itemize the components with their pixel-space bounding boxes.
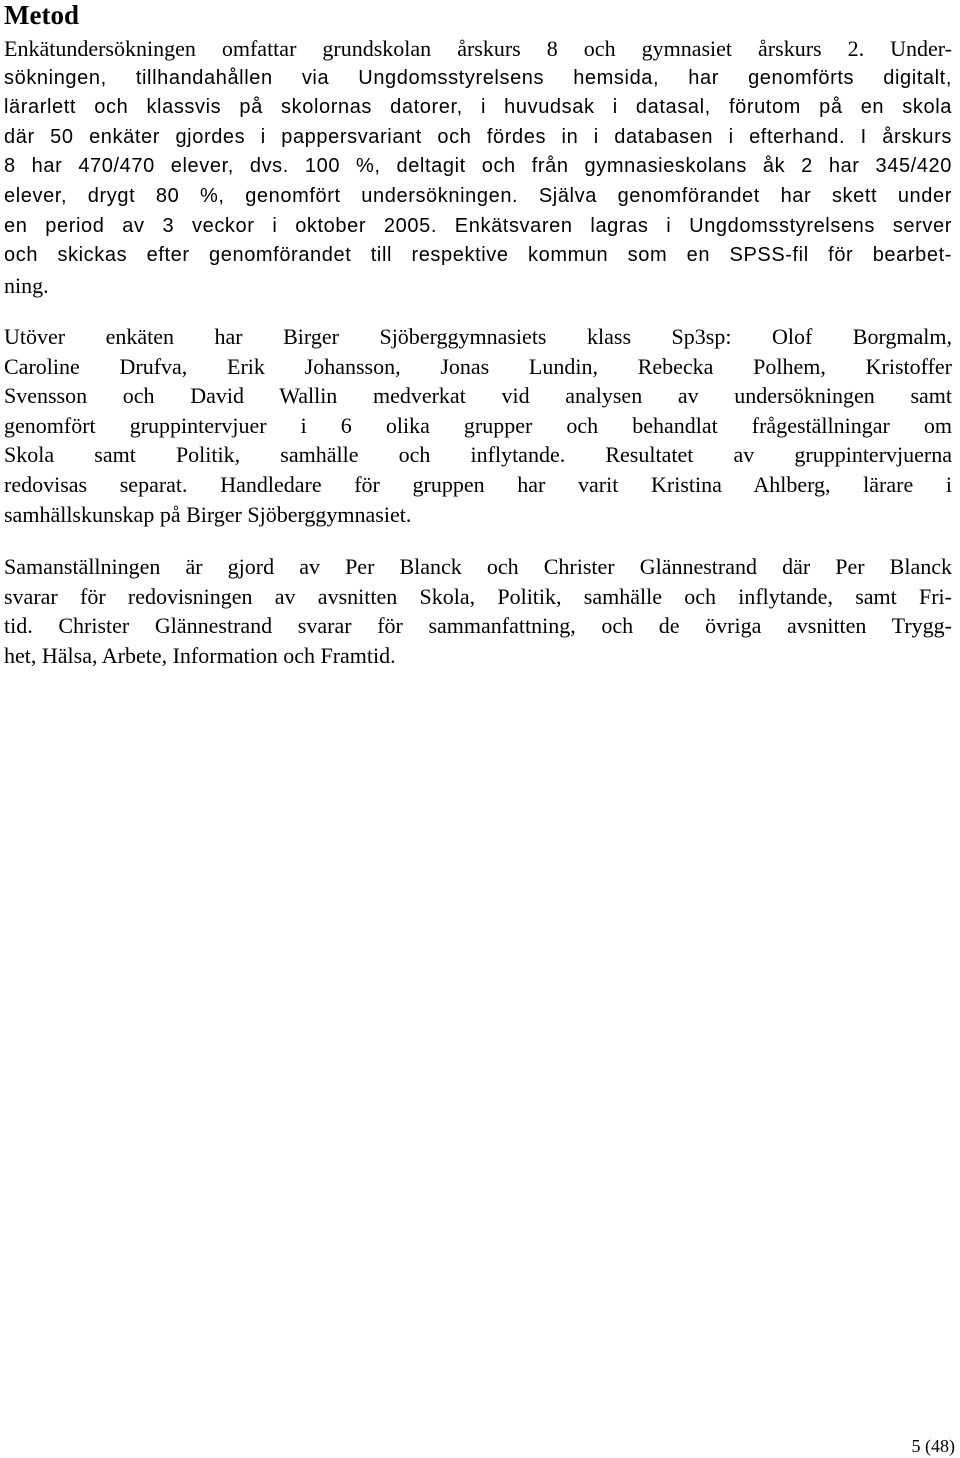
paragraph-line: svarar för redovisningen av avsnitten Skola, Politik, samhälle och inflytande, samt Fri-: [4, 583, 952, 609]
document-page: [4, 0, 952, 668]
paragraph-line: tid. Christer Glännestrand svarar för sammanfattning, och de övriga avsnitten Trygg-: [4, 613, 952, 639]
paragraph-line: genomfört gruppintervjuer i 6 olika grupper och behandlat frågeställningar om: [4, 412, 952, 438]
paragraph-line: elever, drygt 80 %, genomfört undersökningen. Själva genomförandet har skett under: [4, 184, 952, 207]
paragraph-authors: [4, 552, 952, 670]
paragraph-method: [4, 34, 952, 300]
paragraph-line: ning.: [4, 272, 49, 298]
page-number: 5 (48): [911, 1436, 955, 1456]
paragraph-line: och skickas efter genomförandet till respektive kommun som en SPSS-fil för bearbet-: [4, 244, 952, 267]
paragraph-line: redovisas separat. Handledare för gruppen har varit Kristina Ahlberg, lärare i: [4, 471, 952, 497]
paragraph-line: sökningen, tillhandahållen via Ungdomsstyrelsens hemsida, har genomförts digitalt,: [4, 66, 952, 89]
section-heading: Metod: [4, 0, 79, 30]
paragraph-line: Samanställningen är gjord av Per Blanck och Christer Glännestrand där Per Blanck: [4, 554, 952, 579]
paragraph-line: Utöver enkäten har Birger Sjöberggymnasiets klass Sp3sp: Olof Borgmalm,: [4, 324, 952, 349]
paragraph-line: där 50 enkäter gjordes i pappersvariant och fördes in i databasen i efterhand. I årskurs: [4, 125, 952, 148]
paragraph-line: samhällskunskap på Birger Sjöberggymnasiet.: [4, 501, 412, 527]
paragraph-line: 8 har 470/470 elever, dvs. 100 %, deltagit och från gymnasieskolans åk 2 har 345/420: [4, 155, 952, 178]
paragraph-line: lärarlett och klassvis på skolornas datorer, i huvudsak i datasal, förutom på en skola: [4, 96, 952, 119]
paragraph-contributors: [4, 322, 952, 529]
paragraph-line: Caroline Drufva, Erik Johansson, Jonas Lundin, Rebecka Polhem, Kristoffer: [4, 353, 952, 379]
paragraph-line: en period av 3 veckor i oktober 2005. Enkätsvaren lagras i Ungdomsstyrelsens server: [4, 214, 952, 237]
paragraph-line: Skola samt Politik, samhälle och inflytande. Resultatet av gruppintervjuerna: [4, 442, 952, 468]
paragraph-line: het, Hälsa, Arbete, Information och Framtid.: [4, 642, 396, 668]
paragraph-line: Enkätundersökningen omfattar grundskolan årskurs 8 och gymnasiet årskurs 2. Under-: [4, 36, 952, 61]
paragraph-line: Svensson och David Wallin medverkat vid analysen av undersökningen samt: [4, 383, 952, 409]
